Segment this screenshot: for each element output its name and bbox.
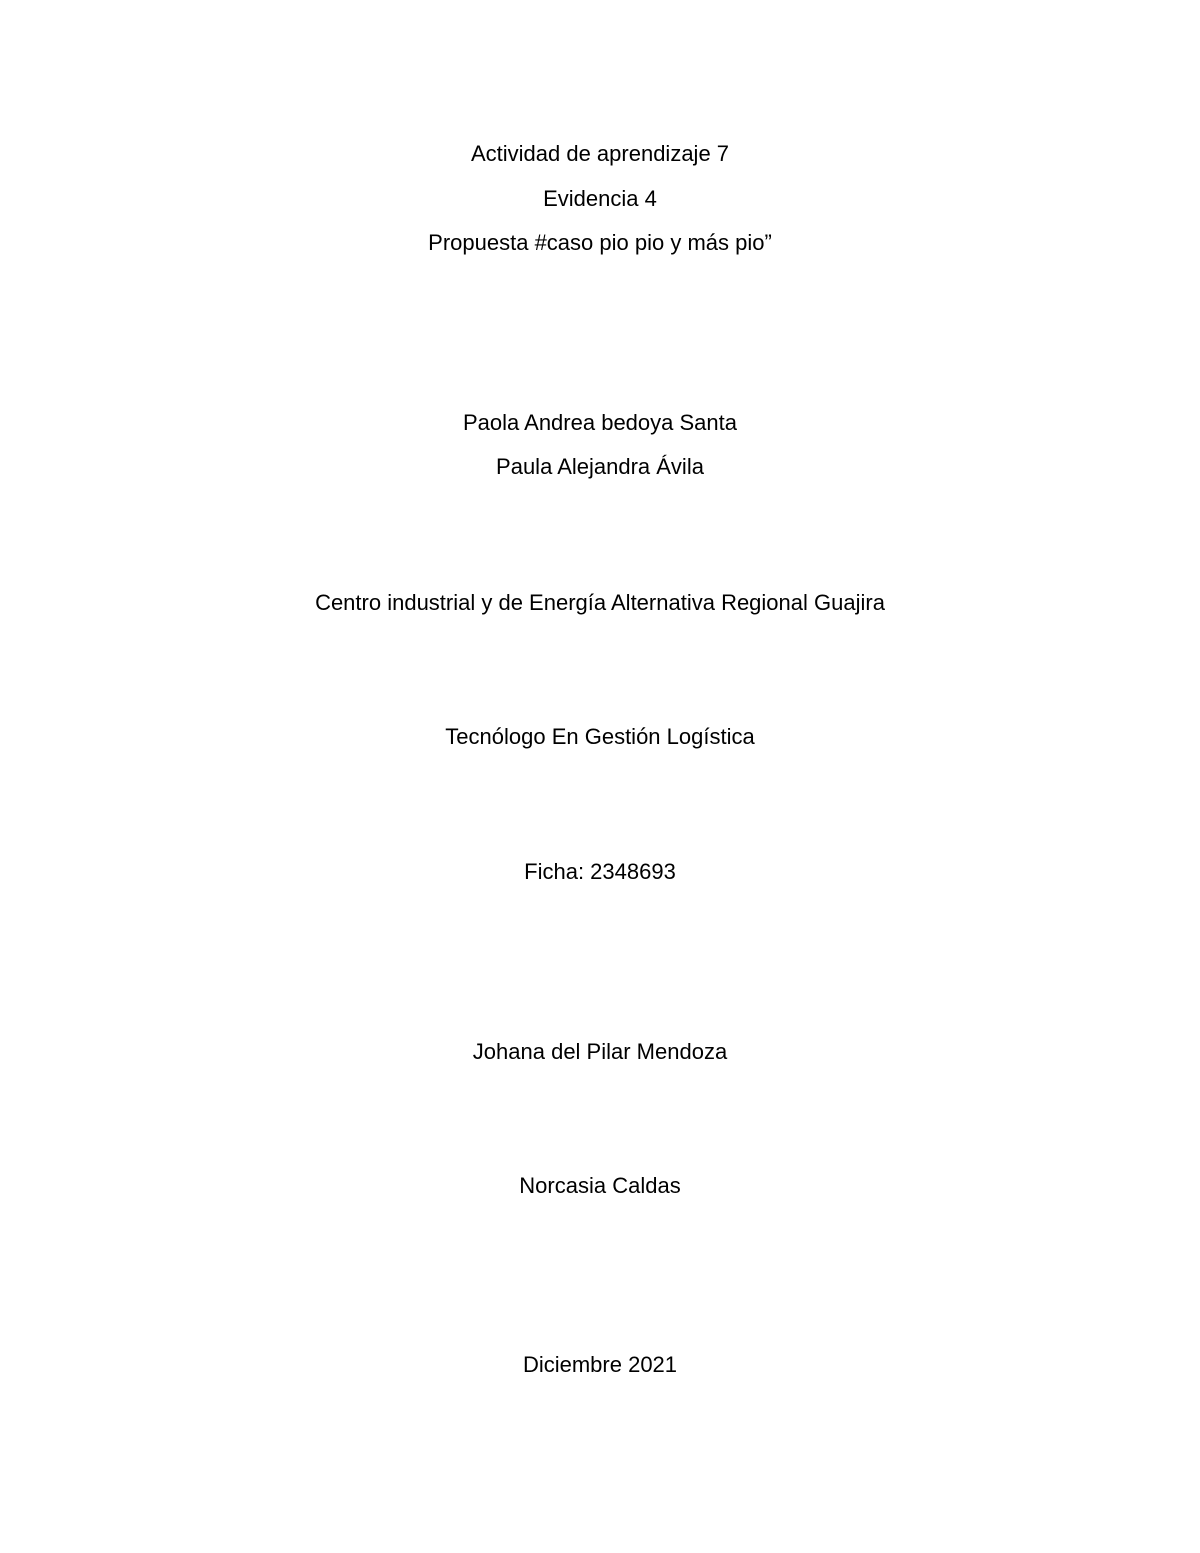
activity-title: Actividad de aprendizaje 7 [470,141,730,166]
training-center: Centro industrial y de Energía Alternativa Regional Guajira [315,590,885,615]
ficha-number: Ficha: 2348693 [524,859,676,884]
location: Norcasia Caldas [519,1173,681,1198]
proposal-title: Propuesta #caso pio pio y más pio” [428,230,772,255]
date: Diciembre 2021 [522,1352,678,1377]
author-name-1: Paola Andrea bedoya Santa [462,410,737,435]
program-name: Tecnólogo En Gestión Logística [445,724,755,749]
author-name-2: Paula Alejandra Ávila [496,454,704,479]
evidence-title: Evidencia 4 [543,186,657,211]
instructor-name: Johana del Pilar Mendoza [472,1039,728,1064]
